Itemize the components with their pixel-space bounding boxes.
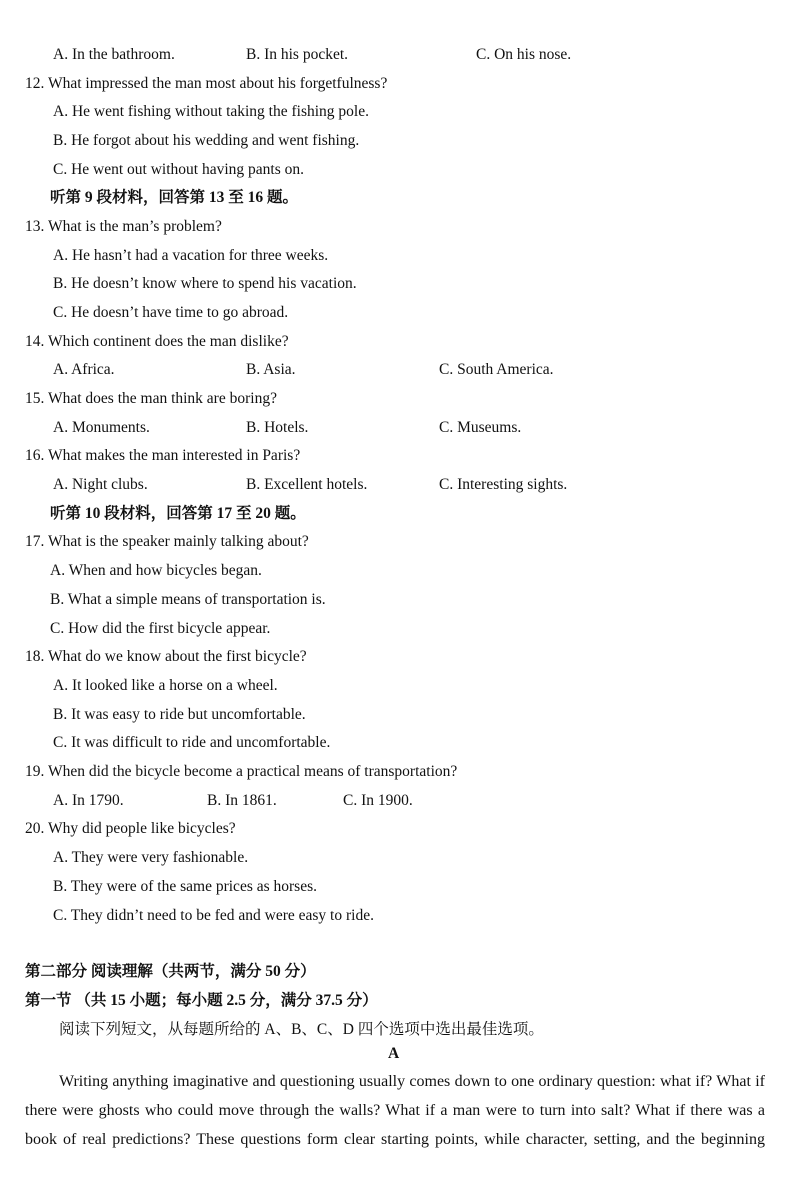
q13-option-c: C. He doesn’t have time to go abroad. (53, 304, 289, 321)
passage-title: A (388, 1045, 400, 1062)
q17-option-b: B. What a simple means of transportation is. (50, 591, 326, 608)
section-10-heading: 听第 10 段材料，回答第 17 至 20 题。 (50, 505, 306, 522)
q18-stem: 18. What do we know about the first bicycle? (25, 648, 307, 665)
q11-option-c: C. On his nose. (476, 46, 572, 63)
q12-option-a: A. He went fishing without taking the fishing pole. (53, 103, 369, 120)
q17-stem: 17. What is the speaker mainly talking about? (25, 533, 309, 550)
q19-stem: 19. When did the bicycle become a practical means of transportation? (25, 763, 458, 780)
q14-option-b: B. Asia. (246, 361, 296, 378)
q16-option-c: C. Interesting sights. (439, 476, 568, 493)
q18-option-b: B. It was easy to ride but uncomfortable. (53, 706, 306, 723)
q19-option-c: C. In 1900. (343, 792, 413, 809)
q12-option-c: C. He went out without having pants on. (53, 161, 304, 178)
passage-line-2: there were ghosts who could move through the walls? What if a man were to turn into salt? What if there was a (25, 1102, 765, 1119)
section-9-heading: 听第 9 段材料，回答第 13 至 16 题。 (50, 189, 299, 206)
reading-instruction: 阅读下列短文，从每题所给的 A、B、C、D 四个选项中选出最佳选项。 (59, 1021, 544, 1038)
q15-option-b: B. Hotels. (246, 419, 309, 436)
q16-stem: 16. What makes the man interested in Paris? (25, 447, 301, 464)
q20-option-b: B. They were of the same prices as horses. (53, 878, 317, 895)
q15-option-a: A. Monuments. (53, 419, 150, 436)
q13-stem: 13. What is the man’s problem? (25, 218, 222, 235)
q16-option-b: B. Excellent hotels. (246, 476, 368, 493)
q19-option-a: A. In 1790. (53, 792, 124, 809)
part-2-heading: 第二部分 阅读理解（共两节，满分 50 分） (25, 963, 316, 980)
passage-paragraph (25, 1067, 765, 1154)
section-1-heading: 第一节 （共 15 小题；每小题 2.5 分，满分 37.5 分） (25, 992, 378, 1009)
q13-option-a: A. He hasn’t had a vacation for three weeks. (53, 247, 329, 264)
q15-option-c: C. Museums. (439, 419, 522, 436)
q16-option-a: A. Night clubs. (53, 476, 148, 493)
q11-option-a: A. In the bathroom. (53, 46, 175, 63)
q18-option-a: A. It looked like a horse on a wheel. (53, 677, 278, 694)
q15-stem: 15. What does the man think are boring? (25, 390, 277, 407)
q19-option-b: B. In 1861. (207, 792, 277, 809)
q12-stem: 12. What impressed the man most about his forgetfulness? (25, 75, 388, 92)
q18-option-c: C. It was difficult to ride and uncomfortable. (53, 734, 331, 751)
q17-option-a: A. When and how bicycles began. (50, 562, 262, 579)
q13-option-b: B. He doesn’t know where to spend his vacation. (53, 275, 357, 292)
q14-stem: 14. Which continent does the man dislike? (25, 333, 289, 350)
q20-option-a: A. They were very fashionable. (53, 849, 249, 866)
q11-option-b: B. In his pocket. (246, 46, 349, 63)
q20-stem: 20. Why did people like bicycles? (25, 820, 236, 837)
q20-option-c: C. They didn’t need to be fed and were easy to ride. (53, 907, 374, 924)
q14-option-c: C. South America. (439, 361, 554, 378)
passage-line-3: book of real predictions? These questions form clear starting points, while character, setting, and the beginning (25, 1131, 765, 1148)
q17-option-c: C. How did the first bicycle appear. (50, 620, 271, 637)
q12-option-b: B. He forgot about his wedding and went fishing. (53, 132, 360, 149)
passage-line-1: Writing anything imaginative and questioning usually comes down to one ordinary question: what if? What if (59, 1073, 765, 1090)
q14-option-a: A. Africa. (53, 361, 115, 378)
